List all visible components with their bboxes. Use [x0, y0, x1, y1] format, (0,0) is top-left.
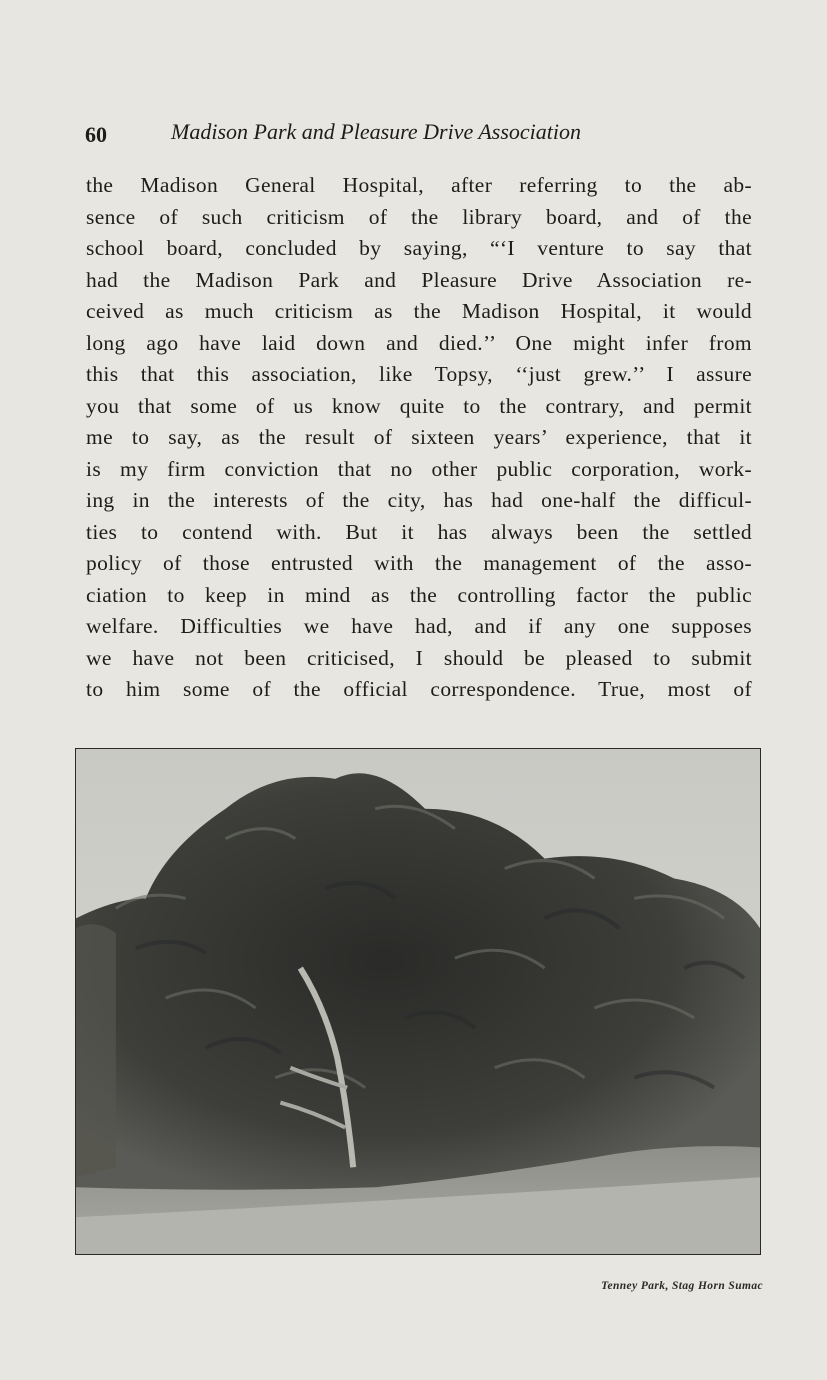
text-line: is my firm conviction that no other public corporation, work- — [86, 456, 752, 481]
text-line: to him some of the official correspondence. True, most of — [86, 677, 752, 701]
body-paragraph — [86, 170, 752, 706]
text-line: we have not been criticised, I should be pleased to submit — [86, 645, 752, 670]
text-line: ing in the interests of the city, has had one-half the difficul- — [86, 488, 752, 512]
text-line: had the Madison Park and Pleasure Drive Association re- — [86, 267, 752, 292]
text-line: ceived as much criticism as the Madison Hospital, it would — [86, 299, 752, 323]
sumac-photograph — [75, 748, 761, 1255]
text-line: ties to contend with. But it has always been the settled — [86, 519, 752, 544]
running-title: Madison Park and Pleasure Drive Association — [171, 119, 582, 144]
text-line: me to say, as the result of sixteen years’ experience, that it — [86, 425, 752, 449]
text-line: the Madison General Hospital, after referring to the ab- — [86, 173, 752, 197]
text-line: sence of such criticism of the library board, and of the — [86, 204, 752, 229]
text-line: this that this association, like Topsy, ‘‘just grew.’’ I assure — [86, 362, 752, 386]
page-header — [85, 118, 685, 152]
page-number: 60 — [85, 122, 107, 147]
text-line: welfare. Difficulties we have had, and if any one supposes — [86, 614, 752, 638]
text-line: long ago have laid down and died.’’ One might infer from — [86, 330, 752, 355]
photograph-image — [76, 749, 760, 1254]
text-line: ciation to keep in mind as the controlling factor the public — [86, 582, 752, 607]
figure-caption: Tenney Park, Stag Horn Sumac — [601, 1280, 763, 1292]
text-line: school board, concluded by saying, “‘I venture to say that — [86, 236, 752, 260]
text-line: policy of those entrusted with the management of the asso- — [86, 551, 752, 575]
text-line: you that some of us know quite to the contrary, and permit — [86, 393, 752, 418]
